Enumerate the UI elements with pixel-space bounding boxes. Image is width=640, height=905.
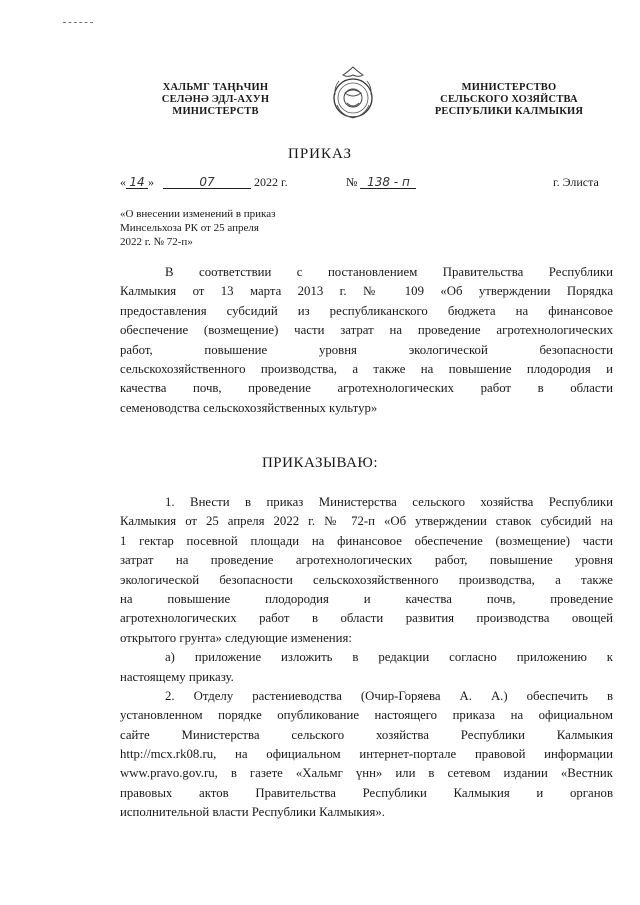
item-line: исполнительной власти Республики Калмыкия».: [120, 805, 385, 820]
preamble-line: качества почв, проведение агротехнологических работ в области: [120, 381, 613, 396]
header-russian-line: МИНИСТЕРСТВО: [461, 82, 557, 93]
order-subject: [120, 207, 316, 249]
order-directive: ПРИКАЗЫВАЮ:: [261, 455, 379, 471]
header-russian-line: РЕСПУБЛИКИ КАЛМЫКИЯ: [434, 106, 584, 117]
item-line: Калмыкия от 25 апреля 2022 г. № 72-п «Об утверждении ставок субсидий на: [120, 514, 613, 529]
item-line: открытого грунта» следующие изменения:: [120, 630, 352, 645]
date-close-quote: »: [148, 175, 154, 189]
header-kalmyk-line: МИНИСТЕРСТВ: [172, 106, 259, 117]
item-line: настоящему приказу.: [120, 669, 234, 684]
order-date: [120, 175, 288, 190]
date-month: 07: [163, 176, 251, 189]
preamble-line: семеноводства сельскохозяйственных культур»: [120, 400, 378, 415]
subject-line: 2022 г. № 72-п»: [120, 236, 193, 248]
subject-line: Минсельхоза РК от 25 апреля: [120, 222, 259, 234]
preamble-line: обеспечение (возмещение) части затрат на проведение агротехнологических: [120, 323, 613, 338]
item-line: установленном порядке опубликование настоящего приказа на официальном: [120, 708, 613, 723]
scan-mark: [63, 22, 93, 23]
item-line: а) приложение изложить в редакции согласно приложению к: [165, 650, 613, 665]
preamble-line: работ, повышение уровня экологической безопасности: [120, 342, 613, 357]
order-number-prefix: №: [346, 175, 358, 189]
subject-line: «О внесении изменений в приказ: [120, 208, 276, 220]
header-kalmyk: [148, 82, 283, 118]
order-number-value: 138 - п: [360, 176, 416, 189]
coat-of-arms-emblem: [329, 65, 377, 123]
date-open-quote: «: [120, 175, 126, 189]
preamble-line: предоставления субсидий из республиканского бюджета на финансовое: [120, 303, 613, 318]
item-line: агротехнологических работ в области развития производства овощей: [120, 611, 613, 626]
order-items: [120, 493, 613, 823]
preamble-line: В соответствии с постановлением Правительства Республики: [165, 265, 613, 279]
date-year: 2022 г.: [254, 175, 288, 189]
item-line: правовых актов Правительства Республики Калмыкия и органов: [120, 785, 613, 800]
item-line: затрат на проведение агротехнологических работ, повышение уровня: [120, 553, 613, 568]
item-line: сайте Министерства сельского хозяйства Республики Калмыкия: [120, 727, 613, 742]
item-line: экологической безопасности сельскохозяйственного производства, а также: [120, 572, 613, 587]
document-title: ПРИКАЗ: [288, 146, 352, 162]
item-line: 1. Внести в приказ Министерства сельского хозяйства Республики: [165, 495, 613, 509]
header-russian-line: СЕЛЬСКОГО ХОЗЯЙСТВА: [440, 94, 578, 105]
item-line: www.pravo.gov.ru, в газете «Хальмг үнн» или в сетевом издании «Вестник: [120, 766, 613, 781]
header-kalmyk-line: ХАЛЬМГ ТАҢҺЧИН: [162, 82, 269, 93]
header-kalmyk-line: СЕЛӘНӘ ЭДЛ-АХУН: [161, 94, 270, 105]
item-line: на повышение плодородия и качества почв, проведение: [120, 591, 613, 606]
item-line: http://mcx.rk08.ru, на официальном интернет-портале правовой информации: [120, 747, 613, 762]
order-city: г. Элиста: [553, 175, 599, 189]
date-day: 14: [126, 176, 148, 189]
order-number: [346, 175, 416, 190]
preamble-line: сельскохозяйственного производства, а также на повышение плодородия и: [120, 361, 613, 376]
header-russian: [434, 82, 584, 118]
preamble: [120, 263, 613, 418]
preamble-line: Калмыкия от 13 марта 2013 г. № 109 «Об утверждении Порядка: [120, 284, 613, 299]
item-line: 2. Отделу растениеводства (Очир-Горяева А. А.) обеспечить в: [165, 688, 613, 703]
item-line: 1 гектар посевной площади на финансовое обеспечение (возмещение) части: [120, 533, 613, 548]
